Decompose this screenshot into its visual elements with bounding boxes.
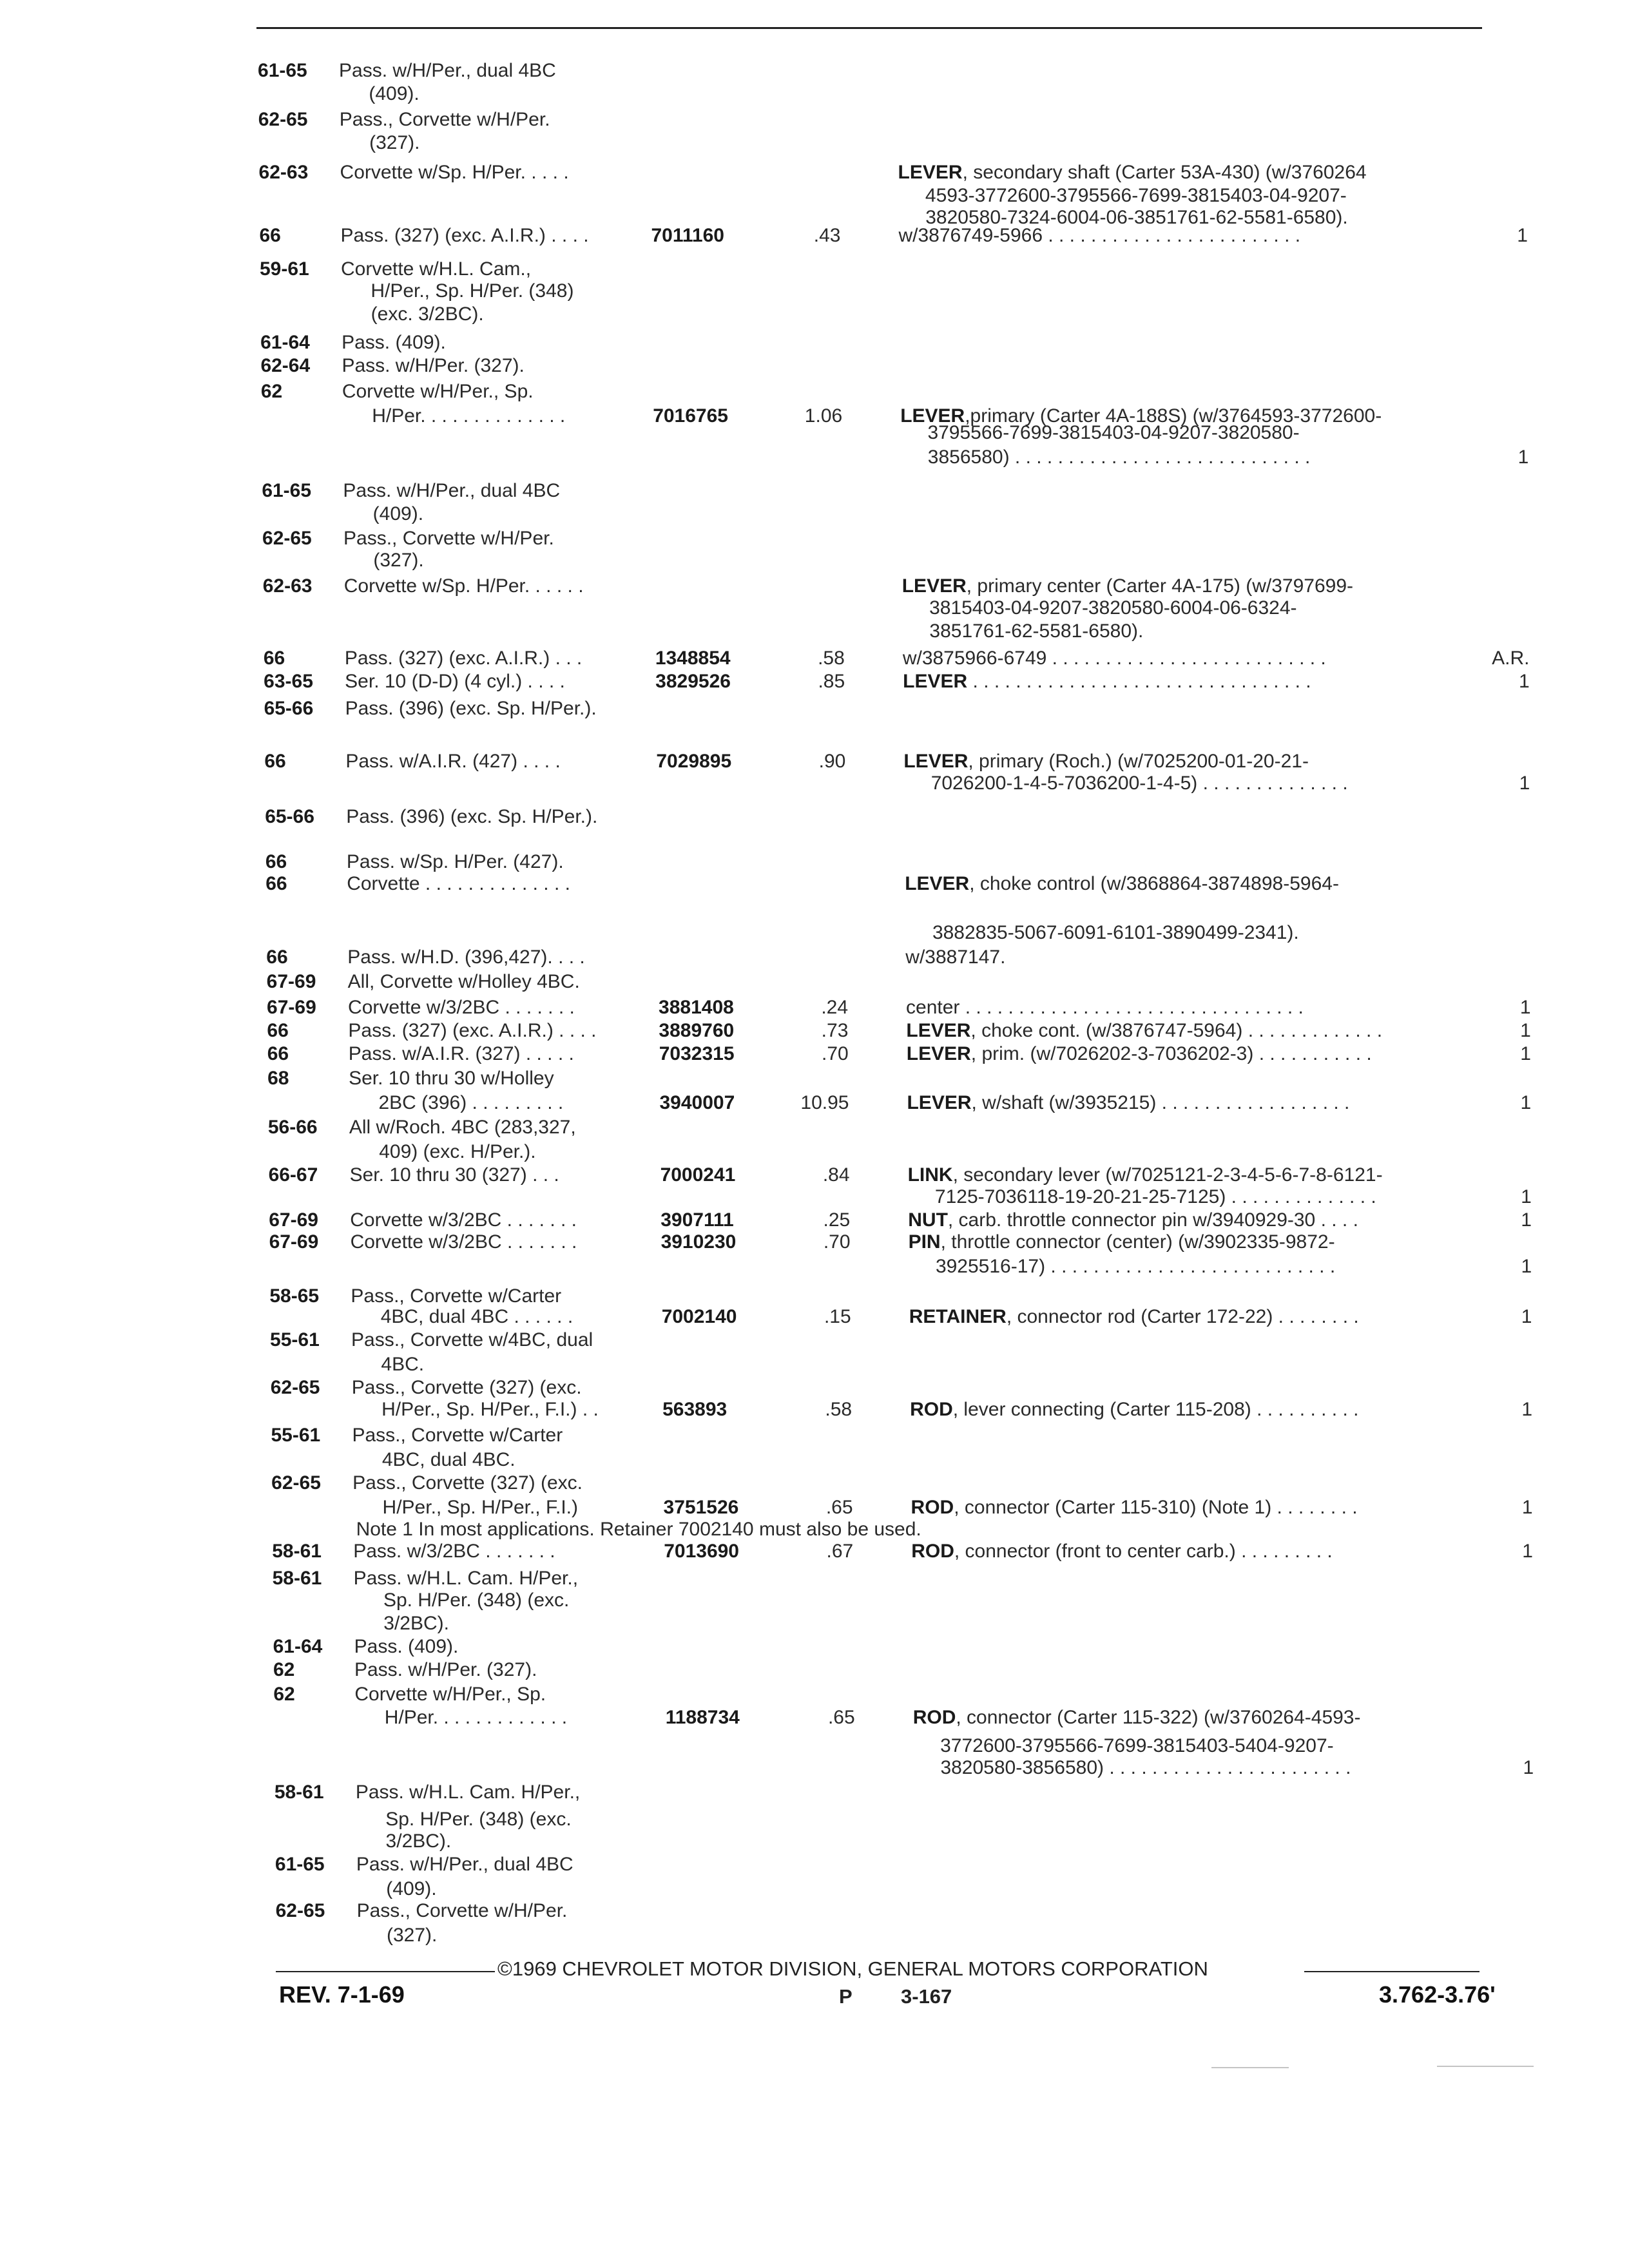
part-description: ROD, connector (Carter 115-322) (w/3760264-4593- xyxy=(912,1707,1361,1728)
top-rule xyxy=(256,27,1482,29)
model-application: Corvette w/3/2BC . . . . . . . xyxy=(348,997,575,1018)
part-number: 1348854 xyxy=(655,648,731,669)
quantity: 1 xyxy=(1521,1497,1533,1518)
model-year: 66-67 xyxy=(268,1164,318,1186)
part-number: 3907111 xyxy=(660,1209,734,1231)
part-description: 7125-7036118-19-20-21-25-7125) . . . . . . . . . . . . . . xyxy=(934,1186,1376,1207)
list-price: .90 xyxy=(818,751,846,772)
quantity: 1 xyxy=(1521,1186,1532,1207)
quantity: 1 xyxy=(1518,447,1529,468)
model-year: 62-63 xyxy=(262,575,313,597)
model-application: (409). xyxy=(372,503,424,524)
part-description: center . . . . . . . . . . . . . . . . . . . . . . . . . . . . . . . . xyxy=(906,997,1304,1018)
part-number: 3751526 xyxy=(663,1497,739,1518)
part-number: 7000241 xyxy=(660,1164,736,1186)
list-price: .58 xyxy=(818,648,845,669)
part-description: 3851761-62-5581-6580). xyxy=(929,620,1144,642)
model-application: Pass., Corvette w/H/Per. xyxy=(356,1900,568,1921)
part-description: 3882835-5067-6091-6101-3890499-2341). xyxy=(932,922,1299,943)
model-year: 62-63 xyxy=(258,162,309,183)
model-application: Pass. w/H/Per., dual 4BC xyxy=(356,1854,574,1875)
model-year: 63-65 xyxy=(264,671,313,692)
model-application: (exc. 3/2BC). xyxy=(371,303,484,325)
model-application: Pass., Corvette w/H/Per. xyxy=(339,109,550,130)
part-description: LEVER, w/shaft (w/3935215) . . . . . . . . . . . . . . . . . . xyxy=(907,1092,1350,1113)
revision-date: REV. 7-1-69 xyxy=(279,1981,405,2008)
part-description: PIN, throttle connector (center) (w/3902335-9872- xyxy=(908,1231,1335,1253)
model-application: Corvette w/H/Per., Sp. xyxy=(342,381,534,402)
quantity: 1 xyxy=(1520,1043,1531,1064)
model-year: 67-69 xyxy=(266,971,316,992)
model-application: H/Per. . . . . . . . . . . . . . xyxy=(372,405,566,427)
part-description: LEVER, prim. (w/7026202-3-7036202-3) . . . . . . . . . . . xyxy=(906,1043,1372,1064)
part-description: 3925516-17) . . . . . . . . . . . . . . . . . . . . . . . . . . . xyxy=(935,1256,1336,1277)
part-number: 7002140 xyxy=(661,1306,737,1327)
list-price: .43 xyxy=(813,225,841,246)
model-application: Corvette w/Sp. H/Per. . . . . . xyxy=(343,575,584,597)
part-description: 3795566-7699-3815403-04-9207-3820580- xyxy=(927,422,1300,443)
part-number: 7011160 xyxy=(651,225,724,246)
model-application: (409). xyxy=(386,1878,437,1899)
model-year: 62 xyxy=(273,1659,295,1680)
model-year: 67-69 xyxy=(269,1209,318,1231)
part-number: 563893 xyxy=(662,1399,728,1420)
model-year: 55-61 xyxy=(271,1425,321,1446)
scan-mark xyxy=(1211,2067,1289,2068)
model-application: (409). xyxy=(369,83,419,104)
page-letter: P xyxy=(839,1985,853,2008)
part-number: 1188734 xyxy=(665,1707,740,1728)
part-number: 7032315 xyxy=(659,1043,735,1064)
list-price: .65 xyxy=(825,1497,853,1518)
model-application: Pass. (327) (exc. A.I.R.) . . . . xyxy=(340,225,589,246)
model-application: 4BC, dual 4BC. xyxy=(381,1449,516,1470)
model-year: 58-65 xyxy=(269,1285,320,1307)
part-number: 3889760 xyxy=(659,1020,735,1041)
quantity: 1 xyxy=(1521,1399,1533,1420)
model-application: Corvette w/3/2BC . . . . . . . xyxy=(350,1231,577,1253)
list-price: 10.95 xyxy=(800,1092,849,1113)
model-application: 4BC. xyxy=(381,1354,425,1375)
part-description: w/3887147. xyxy=(905,947,1006,968)
model-year: 66 xyxy=(265,851,287,872)
model-application: Sp. H/Per. (348) (exc. xyxy=(385,1809,572,1830)
quantity: 1 xyxy=(1520,1020,1531,1041)
list-price: .58 xyxy=(825,1399,853,1420)
part-number: 3829526 xyxy=(655,671,731,692)
model-year: 67-69 xyxy=(269,1231,319,1253)
model-year: 62-65 xyxy=(258,109,308,130)
model-application: Pass. (327) (exc. A.I.R.) . . . . xyxy=(348,1020,597,1041)
part-description: w/3876749-5966 . . . . . . . . . . . . . . . . . . . . . . . . xyxy=(898,225,1301,246)
part-number: 3940007 xyxy=(659,1092,735,1113)
model-application: Pass. w/H/Per., dual 4BC xyxy=(343,480,561,501)
model-application: 2BC (396) . . . . . . . . . xyxy=(378,1092,564,1113)
part-description: NUT, carb. throttle connector pin w/3940929-30 . . . . xyxy=(908,1209,1358,1231)
model-application: H/Per., Sp. H/Per., F.I.) . . xyxy=(381,1399,599,1420)
model-application: Pass. w/H.D. (396,427). . . . xyxy=(347,947,585,968)
list-price: .70 xyxy=(822,1043,849,1064)
model-application: Corvette w/3/2BC . . . . . . . xyxy=(350,1209,577,1231)
model-application: Pass. w/Sp. H/Per. (427). xyxy=(346,851,564,872)
model-application: Pass. (327) (exc. A.I.R.) . . . xyxy=(344,648,583,669)
part-description: w/3875966-6749 . . . . . . . . . . . . . . . . . . . . . . . . . . xyxy=(902,648,1326,669)
model-application: Pass. (396) (exc. Sp. H/Per.). xyxy=(346,806,598,827)
list-price: .15 xyxy=(824,1306,851,1327)
list-price: .85 xyxy=(818,671,845,692)
model-application: Pass., Corvette (327) (exc. xyxy=(352,1472,583,1494)
quantity: 1 xyxy=(1521,1306,1532,1327)
part-description: LEVER, secondary shaft (Carter 53A-430) (w/3760264 xyxy=(898,162,1367,183)
list-price: .70 xyxy=(823,1231,851,1253)
model-application: (327). xyxy=(373,550,424,571)
part-description: LEVER,primary (Carter 4A-188S) (w/3764593-3772600- xyxy=(900,405,1382,427)
quantity: 1 xyxy=(1519,773,1530,794)
model-year: 66 xyxy=(259,225,281,246)
model-year: 65-66 xyxy=(264,698,314,719)
model-application: H/Per., Sp. H/Per., F.I.) xyxy=(382,1497,578,1518)
model-application: Sp. H/Per. (348) (exc. xyxy=(383,1590,570,1611)
model-year: 61-65 xyxy=(258,60,307,81)
part-number: 3910230 xyxy=(660,1231,737,1253)
model-application: Pass. w/H.L. Cam. H/Per., xyxy=(353,1568,579,1589)
quantity: 1 xyxy=(1519,997,1531,1018)
part-description: 3815403-04-9207-3820580-6004-06-6324- xyxy=(929,597,1297,619)
model-application: Pass., Corvette w/H/Per. xyxy=(343,528,554,549)
page-number: 3-167 xyxy=(901,1985,952,2008)
part-description: ROD, lever connecting (Carter 115-208) . . . . . . . . . . xyxy=(910,1399,1359,1420)
part-description: LINK, secondary lever (w/7025121-2-3-4-5-6-7-8-6121- xyxy=(907,1164,1383,1186)
part-description: ROD, connector (Carter 115-310) (Note 1) . . . . . . . . xyxy=(911,1497,1358,1518)
part-description: LEVER, primary (Roch.) (w/7025200-01-20-21- xyxy=(903,751,1309,772)
list-price: .84 xyxy=(822,1164,850,1186)
part-description: 3820580-3856580) . . . . . . . . . . . . . . . . . . . . . . . xyxy=(940,1757,1351,1778)
copyright-line: ©1969 CHEVROLET MOTOR DIVISION, GENERAL MOTORS CORPORATION xyxy=(497,1957,1208,1980)
model-year: 66 xyxy=(267,1020,289,1041)
model-year: 58-61 xyxy=(274,1782,324,1803)
part-description: 4593-3772600-3795566-7699-3815403-04-9207- xyxy=(925,185,1347,206)
model-application: Ser. 10 thru 30 w/Holley xyxy=(349,1068,554,1089)
model-application: Pass. (396) (exc. Sp. H/Per.). xyxy=(345,698,597,719)
model-application: H/Per., Sp. H/Per. (348) xyxy=(371,280,574,302)
group-range: 3.762-3.76' xyxy=(1379,1981,1496,2008)
list-price: .73 xyxy=(821,1020,849,1041)
model-year: 67-69 xyxy=(267,997,316,1018)
model-year: 55-61 xyxy=(270,1329,320,1350)
part-description: 3820580-7324-6004-06-3851761-62-5581-6580). xyxy=(925,207,1348,228)
model-application: Corvette w/H/Per., Sp. xyxy=(354,1684,546,1705)
model-application: Pass. (409). xyxy=(354,1636,459,1657)
model-application: 4BC, dual 4BC . . . . . . xyxy=(380,1306,574,1327)
model-application: Pass. w/H.L. Cam. H/Per., xyxy=(355,1782,581,1803)
model-year: 58-61 xyxy=(272,1541,322,1562)
model-application: Pass. w/A.I.R. (427) . . . . xyxy=(345,751,561,772)
model-year: 56-66 xyxy=(267,1117,318,1138)
model-application: Corvette . . . . . . . . . . . . . . xyxy=(347,873,570,894)
model-application: Pass., Corvette w/Carter xyxy=(351,1285,562,1307)
part-description: 3856580) . . . . . . . . . . . . . . . . . . . . . . . . . . . . xyxy=(927,447,1311,468)
model-application: 409) (exc. H/Per.). xyxy=(379,1141,536,1162)
model-application: Pass. w/3/2BC . . . . . . . xyxy=(353,1541,555,1562)
list-price: .65 xyxy=(827,1707,855,1728)
part-description: LEVER, choke cont. (w/3876747-5964) . . . . . . . . . . . . . xyxy=(906,1020,1383,1041)
quantity: 1 xyxy=(1520,1092,1532,1113)
model-application: (327). xyxy=(369,132,420,153)
part-description: 3772600-3795566-7699-3815403-5404-9207- xyxy=(940,1735,1334,1756)
model-year: 66 xyxy=(266,947,288,968)
model-year: 61-64 xyxy=(273,1636,323,1657)
model-year: 62-65 xyxy=(270,1377,320,1398)
model-application: 3/2BC). xyxy=(385,1831,452,1852)
quantity: 1 xyxy=(1521,1209,1532,1231)
part-description: LEVER, choke control (w/3868864-3874898-5964- xyxy=(905,873,1339,894)
model-year: 62 xyxy=(273,1684,295,1705)
model-year: 62-65 xyxy=(262,528,312,549)
model-application: Corvette w/H.L. Cam., xyxy=(340,258,532,280)
model-application: Ser. 10 (D-D) (4 cyl.) . . . . xyxy=(345,671,565,692)
model-year: 66 xyxy=(265,873,287,894)
list-price: .67 xyxy=(826,1541,854,1562)
footer-rule-left xyxy=(276,1971,495,1972)
model-application: (327). xyxy=(386,1925,438,1946)
part-number: 7016765 xyxy=(653,405,728,427)
footer-rule-right xyxy=(1304,1971,1480,1972)
quantity: 1 xyxy=(1522,1541,1533,1562)
model-application: All, Corvette w/Holley 4BC. xyxy=(347,971,580,992)
model-application: Ser. 10 thru 30 (327) . . . xyxy=(349,1164,559,1186)
part-number: 3881408 xyxy=(659,997,734,1018)
model-application: Pass. (409). xyxy=(342,332,446,353)
model-year: 61-64 xyxy=(260,332,310,353)
note-text: Note 1 In most applications. Retainer 7002140 must also be used. xyxy=(356,1519,921,1540)
quantity: 1 xyxy=(1523,1757,1534,1778)
list-price: 1.06 xyxy=(804,405,843,427)
list-price: .24 xyxy=(821,997,849,1018)
model-year: 68 xyxy=(267,1068,289,1089)
model-year: 59-61 xyxy=(259,258,309,280)
model-year: 61-65 xyxy=(275,1854,325,1875)
model-application: Pass., Corvette w/Carter xyxy=(352,1425,563,1446)
model-year: 65-66 xyxy=(265,806,314,827)
model-application: 3/2BC). xyxy=(383,1613,449,1634)
scan-mark xyxy=(1437,2066,1534,2067)
model-application: Pass. w/H/Per. (327). xyxy=(354,1659,537,1680)
model-year: 66 xyxy=(267,1043,289,1064)
model-year: 66 xyxy=(264,751,286,772)
part-description: LEVER, primary center (Carter 4A-175) (w/3797699- xyxy=(901,575,1353,597)
model-application: Corvette w/Sp. H/Per. . . . . xyxy=(340,162,569,183)
model-application: H/Per. . . . . . . . . . . . . xyxy=(384,1707,568,1728)
part-description: RETAINER, connector rod (Carter 172-22) . . . . . . . . xyxy=(909,1306,1359,1327)
list-price: .25 xyxy=(823,1209,851,1231)
model-application: All w/Roch. 4BC (283,327, xyxy=(349,1117,576,1138)
model-year: 62-65 xyxy=(275,1900,325,1921)
model-year: 66 xyxy=(263,648,285,669)
model-year: 58-61 xyxy=(272,1568,322,1589)
model-application: Pass., Corvette (327) (exc. xyxy=(351,1377,582,1398)
model-year: 62-64 xyxy=(260,355,311,376)
part-description: ROD, connector (front to center carb.) . . . . . . . . . xyxy=(911,1541,1333,1562)
model-year: 61-65 xyxy=(262,480,312,501)
model-year: 62-65 xyxy=(271,1472,321,1494)
model-application: Pass. w/H/Per., dual 4BC xyxy=(339,60,556,81)
quantity: 1 xyxy=(1518,671,1530,692)
model-application: Pass., Corvette w/4BC, dual xyxy=(351,1329,593,1350)
model-application: Pass. w/A.I.R. (327) . . . . . xyxy=(348,1043,574,1064)
quantity: A.R. xyxy=(1492,648,1530,669)
quantity: 1 xyxy=(1521,1256,1532,1277)
model-application: Pass. w/H/Per. (327). xyxy=(342,355,525,376)
part-number: 7029895 xyxy=(656,751,732,772)
part-description: 7026200-1-4-5-7036200-1-4-5) . . . . . . . . . . . . . . xyxy=(930,773,1348,794)
part-description: LEVER . . . . . . . . . . . . . . . . . . . . . . . . . . . . . . . . xyxy=(903,671,1311,692)
part-number: 7013690 xyxy=(664,1541,739,1562)
quantity: 1 xyxy=(1517,225,1528,246)
model-year: 62 xyxy=(260,381,283,402)
